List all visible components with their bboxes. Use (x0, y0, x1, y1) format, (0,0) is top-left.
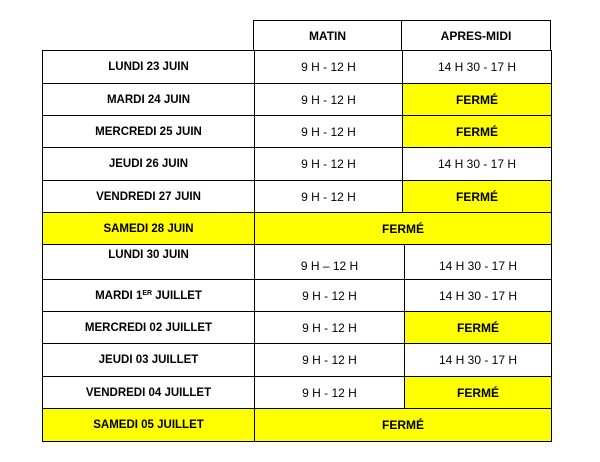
morning-hours: 9 H - 12 H (254, 279, 405, 312)
afternoon-hours: 14 H 30 - 17 H (402, 50, 552, 84)
morning-hours: 9 H - 12 H (254, 343, 405, 377)
day-label: JEUDI 03 JUILLET (42, 343, 255, 377)
morning-hours: 9 H - 12 H (254, 376, 405, 409)
table-row (42, 279, 552, 312)
afternoon-closed: FERMÉ (404, 376, 552, 409)
table-row (42, 147, 552, 181)
day-label: MARDI 24 JUIN (42, 83, 255, 116)
day-label: JEUDI 26 JUIN (42, 147, 255, 181)
table-row (42, 343, 552, 377)
closed-all-day: FERMÉ (254, 212, 552, 245)
morning-hours: 9 H - 12 H (254, 83, 403, 116)
day-label: LUNDI 30 JUIN (42, 244, 255, 280)
afternoon-hours: 14 H 30 - 17 H (404, 244, 552, 280)
day-label: VENDREDI 04 JUILLET (42, 376, 255, 409)
table-row (42, 180, 552, 213)
day-label: SAMEDI 28 JUIN (42, 212, 255, 245)
day-label-prefix: MARDI 1 (95, 289, 143, 302)
day-label: VENDREDI 27 JUIN (42, 180, 255, 213)
table-header-row (253, 20, 552, 51)
table-row (42, 244, 552, 280)
afternoon-hours: 14 H 30 - 17 H (404, 343, 552, 377)
afternoon-closed: FERMÉ (402, 180, 552, 213)
morning-hours: 9 H - 12 H (254, 147, 403, 181)
day-label: MERCREDI 02 JUILLET (42, 311, 255, 344)
afternoon-closed: FERMÉ (402, 115, 552, 148)
day-label: SAMEDI 05 JUILLET (42, 408, 255, 442)
day-label: MERCREDI 25 JUIN (42, 115, 255, 148)
table-row (42, 212, 552, 245)
day-label: LUNDI 23 JUIN (42, 50, 255, 84)
table-row (42, 115, 552, 148)
morning-hours: 9 H - 12 H (254, 311, 405, 344)
morning-hours: 9 H - 12 H (254, 180, 403, 213)
header-matin: MATIN (253, 20, 402, 51)
morning-hours: 9 H – 12 H (254, 244, 405, 280)
afternoon-closed: FERMÉ (402, 83, 552, 116)
day-label (42, 279, 255, 312)
afternoon-hours: 14 H 30 - 17 H (404, 279, 552, 312)
closed-all-day: FERMÉ (254, 408, 552, 442)
table-row (42, 50, 552, 84)
morning-hours: 9 H - 12 H (254, 50, 403, 84)
afternoon-hours: 14 H 30 - 17 H (402, 147, 552, 181)
table-row (42, 311, 552, 344)
table-row (42, 408, 552, 442)
table-row (42, 83, 552, 116)
afternoon-closed: FERMÉ (404, 311, 552, 344)
table-row (42, 376, 552, 409)
morning-hours: 9 H - 12 H (254, 115, 403, 148)
day-label-superscript: ER (142, 290, 153, 297)
header-apres-midi: APRES-MIDI (401, 20, 551, 51)
day-label-suffix: JUILLET (152, 289, 202, 302)
